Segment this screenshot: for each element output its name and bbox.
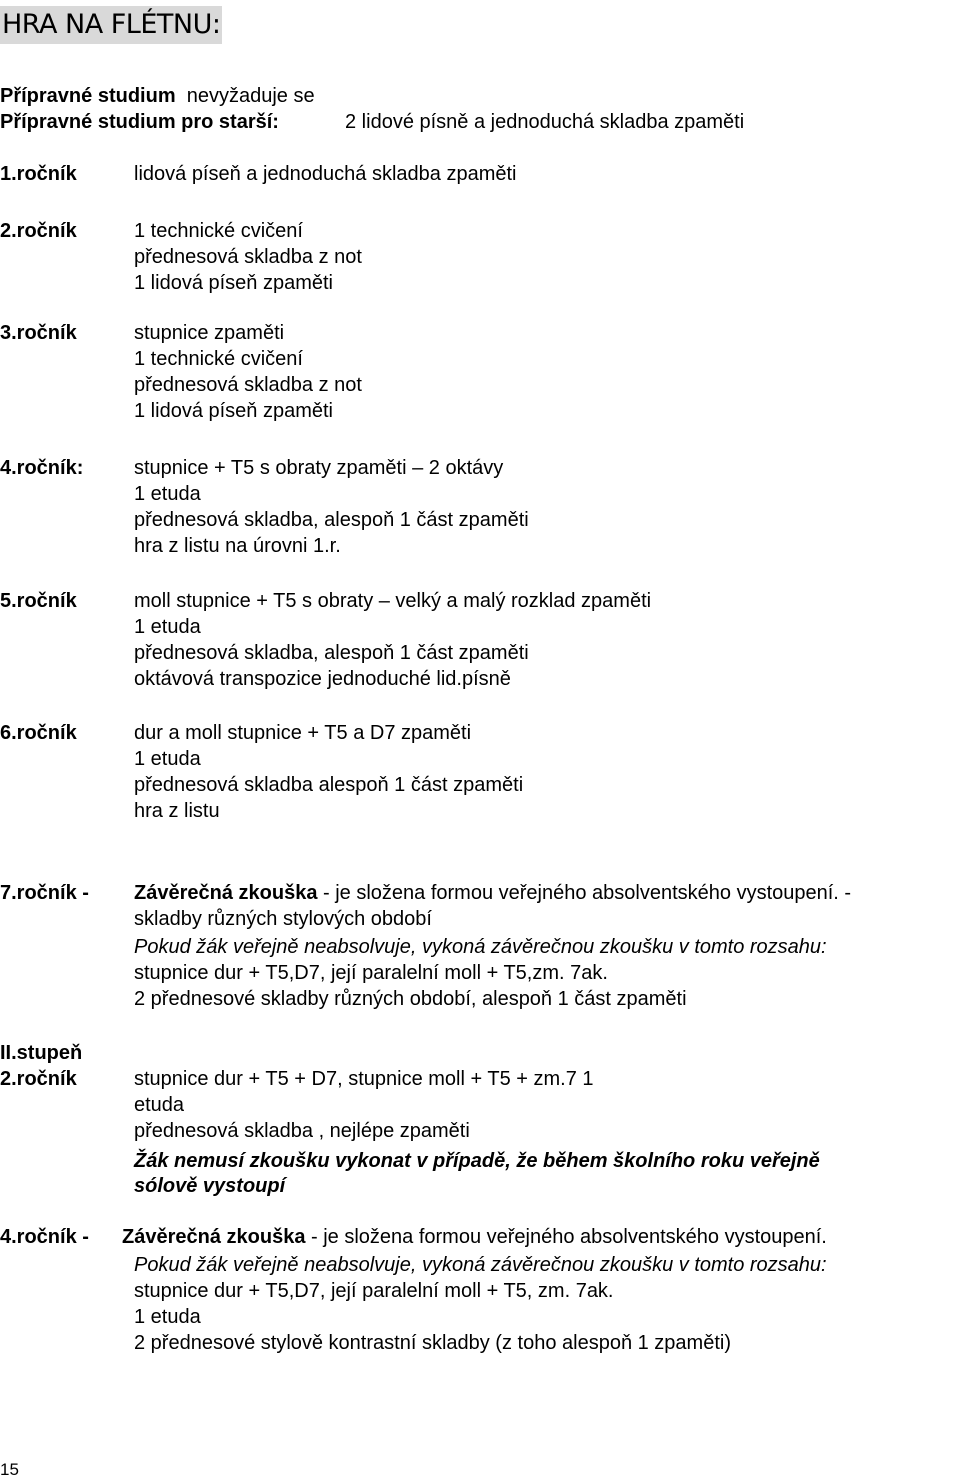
stage2-y4-exam-bold: Závěrečná zkouška bbox=[122, 1226, 306, 1248]
year-item: přednesová skladba z not bbox=[134, 246, 362, 268]
year-item: 1 lidová píseň zpaměti bbox=[134, 400, 334, 422]
stage2-heading: II.stupeň bbox=[0, 1042, 83, 1064]
stage2-y2-note-1: Žák nemusí zkoušku vykonat v případě, že během školního roku veřejně bbox=[134, 1150, 820, 1172]
stage2-y2-line-3: přednesová skladba , nejlépe zpaměti bbox=[134, 1120, 470, 1142]
page-title: HRA NA FLÉTNU: bbox=[0, 6, 222, 44]
year7-label: 7.ročník - bbox=[0, 882, 89, 904]
year-item: přednesová skladba, alespoň 1 část zpaměti bbox=[134, 642, 529, 664]
year-item: lidová píseň a jednoduchá skladba zpaměti bbox=[134, 163, 517, 185]
stage2-y2-line-1: stupnice dur + T5 + D7, stupnice moll + T5 + zm.7 1 bbox=[134, 1068, 594, 1090]
year-item: přednesová skladba, alespoň 1 část zpaměti bbox=[134, 509, 529, 531]
year-item: přednesová skladba alespoň 1 část zpaměti bbox=[134, 774, 524, 796]
year-item: stupnice zpaměti bbox=[134, 322, 285, 344]
stage2-y4-italic-note: Pokud žák veřejně neabsolvuje, vykoná závěrečnou zkoušku v tomto rozsahu: bbox=[134, 1254, 827, 1276]
year7-italic-note: Pokud žák veřejně neabsolvuje, vykoná závěrečnou zkoušku v tomto rozsahu: bbox=[134, 936, 827, 958]
stage2-y4-exam-rest: - je složena formou veřejného absolventského vystoupení. bbox=[305, 1226, 827, 1248]
year-item: 1 etuda bbox=[134, 748, 201, 770]
stage2-y4-line-3: stupnice dur + T5,D7, její paralelní moll + T5, zm. 7ak. bbox=[134, 1280, 614, 1302]
stage2-y4-line-5: 2 přednesové stylově kontrastní skladby (z toho alespoň 1 zpaměti) bbox=[134, 1332, 731, 1354]
stage2-y4-line-4: 1 etuda bbox=[134, 1306, 201, 1328]
prep-line-1 bbox=[0, 83, 315, 109]
year-item: hra z listu bbox=[134, 800, 220, 822]
year7-exam-rest: - je složena formou veřejného absolventského vystoupení. - bbox=[317, 882, 852, 904]
year-item: 1 technické cvičení bbox=[134, 348, 303, 370]
year-label: 1.ročník bbox=[0, 163, 77, 185]
year-item: 1 etuda bbox=[134, 616, 201, 638]
year-item: 1 etuda bbox=[134, 483, 201, 505]
year7-line-5: 2 přednesové skladby různých období, alespoň 1 část zpaměti bbox=[134, 988, 687, 1010]
stage2-y2-line-2: etuda bbox=[134, 1094, 185, 1116]
stage2-y2-label: 2.ročník bbox=[0, 1068, 77, 1090]
stage2-y4-exam-line bbox=[122, 1224, 827, 1250]
prep-label-2-bold: Přípravné studium pro starší: bbox=[0, 111, 279, 133]
year-item: hra z listu na úrovni 1.r. bbox=[134, 535, 341, 557]
year-item: přednesová skladba z not bbox=[134, 374, 362, 396]
year-item: 1 lidová píseň zpaměti bbox=[134, 272, 334, 294]
year-label: 2.ročník bbox=[0, 220, 77, 242]
year-item: stupnice + T5 s obraty zpaměti – 2 oktávy bbox=[134, 457, 504, 479]
year7-line-2: skladby různých stylových období bbox=[134, 908, 432, 930]
year7-line-4: stupnice dur + T5,D7, její paralelní moll + T5,zm. 7ak. bbox=[134, 962, 608, 984]
year-item: moll stupnice + T5 s obraty – velký a malý rozklad zpaměti bbox=[134, 590, 652, 612]
prep-text-1: nevyžaduje se bbox=[186, 85, 315, 107]
year-item: 1 technické cvičení bbox=[134, 220, 303, 242]
prep-text-2: 2 lidové písně a jednoduchá skladba zpaměti bbox=[345, 111, 745, 133]
stage2-y4-label: 4.ročník - bbox=[0, 1226, 89, 1248]
year-label: 6.ročník bbox=[0, 722, 77, 744]
year7-exam-line bbox=[134, 880, 851, 906]
year-label: 4.ročník: bbox=[0, 457, 84, 479]
stage2-y2-note-2: sólově vystoupí bbox=[134, 1175, 286, 1197]
page-number: 15 bbox=[0, 1460, 19, 1479]
year-label: 5.ročník bbox=[0, 590, 77, 612]
year-item: dur a moll stupnice + T5 a D7 zpaměti bbox=[134, 722, 472, 744]
year7-exam-bold: Závěrečná zkouška bbox=[134, 882, 318, 904]
year-item: oktávová transpozice jednoduché lid.písně bbox=[134, 668, 511, 690]
year-label: 3.ročník bbox=[0, 322, 77, 344]
prep-label-1: Přípravné studium bbox=[0, 85, 176, 107]
